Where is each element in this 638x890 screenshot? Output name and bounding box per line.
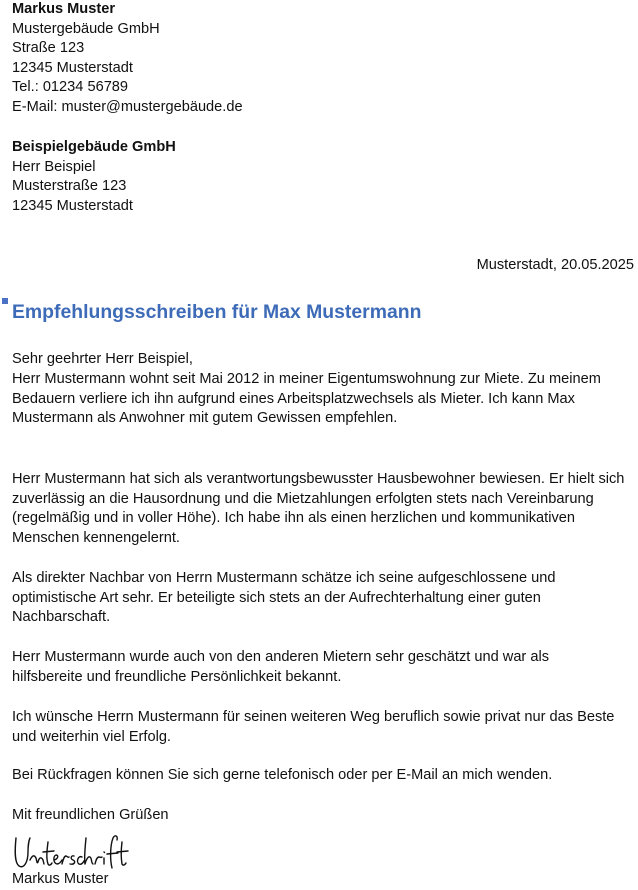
paragraph-line: hilfsbereite und freundliche Persönlichkeit bekannt. <box>12 668 342 685</box>
paragraph-line: Menschen kennengelernt. <box>12 529 180 546</box>
paragraph-line: Herr Mustermann hat sich als verantwortungsbewusster Hausbewohner bewiesen. Er hielt sich <box>12 471 625 487</box>
paragraph-line: optimistische Art sehr. Er beteiligte sich stets an der Aufrechterhaltung einer guten <box>12 589 541 606</box>
sender-address <box>12 0 634 118</box>
paragraph-line: zuverlässig an die Hausordnung und die Mietzahlungen erfolgten stets nach Vereinbarung <box>12 490 594 507</box>
paragraph-line: Als direkter Nachbar von Herrn Mustermann schätze ich seine aufgeschlossene und <box>12 570 556 586</box>
paragraph-2 <box>12 470 638 548</box>
paragraph-line: Herr Mustermann wohnt seit Mai 2012 in meiner Eigentumswohnung zur Miete. Zu meinem <box>12 371 601 387</box>
sender-company: Mustergebäude GmbH <box>12 20 160 37</box>
sender-street: Straße 123 <box>12 40 85 57</box>
closing: Mit freundlichen Grüßen <box>12 807 169 823</box>
paragraph-line: Nachbarschaft. <box>12 609 111 626</box>
paragraph-line: und weiterhin viel Erfolg. <box>12 728 171 745</box>
recipient-street: Musterstraße 123 <box>12 178 127 195</box>
paragraph-4 <box>12 648 638 687</box>
letter-subject: Empfehlungsschreiben für Max Mustermann <box>12 301 422 323</box>
paragraph-line: Bedauern verliere ich ihn aufgrund eines Arbeitsplatzwechsels als Mieter. Ich kann Max <box>12 390 575 407</box>
recipient-company: Beispielgebäude GmbH <box>12 139 176 155</box>
paragraph-line: Mustermann als Anwohner mit gutem Gewissen empfehlen. <box>12 410 398 427</box>
signer-name: Markus Muster <box>12 871 109 887</box>
sender-phone: Tel.: 01234 56789 <box>12 79 129 96</box>
paragraph-3 <box>12 569 638 628</box>
paragraph-1 <box>12 370 638 429</box>
heading-marker <box>2 298 8 304</box>
sender-email: E-Mail: muster@mustergebäude.de <box>12 98 243 115</box>
sender-city: 12345 Musterstadt <box>12 59 133 76</box>
recipient-person: Herr Beispiel <box>12 158 96 175</box>
letter-date: Musterstadt, 20.05.2025 <box>476 257 634 273</box>
paragraph-line: Bei Rückfragen können Sie sich gerne telefonisch oder per E-Mail an mich wenden. <box>12 767 553 783</box>
sender-name: Markus Muster <box>12 1 115 17</box>
paragraph-6 <box>12 766 638 786</box>
recipient-address <box>12 138 634 216</box>
paragraph-line: (regelmäßig und in voller Höhe). Ich habe ihn als einen herzlichen und kommunikativen <box>12 510 575 527</box>
paragraph-line: Herr Mustermann wurde auch von den anderen Mietern sehr geschätzt und war als <box>12 649 550 665</box>
salutation: Sehr geehrter Herr Beispiel, <box>12 351 193 367</box>
recipient-city: 12345 Musterstadt <box>12 197 133 214</box>
paragraph-5 <box>12 708 638 747</box>
signature-handwriting <box>12 832 130 874</box>
paragraph-line: Ich wünsche Herrn Mustermann für seinen weiteren Weg beruflich sowie privat nur das Beste <box>12 709 615 725</box>
